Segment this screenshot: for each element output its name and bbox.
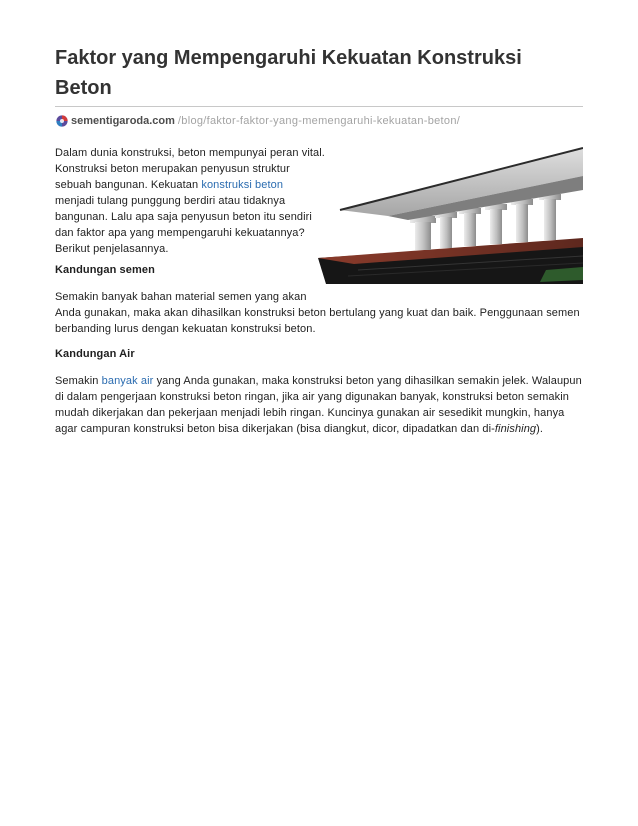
- source-path: /blog/faktor-faktor-yang-memengaruhi-kekuatan-beton/: [177, 115, 461, 127]
- line-text: yang Anda gunakan, maka konstruksi beton yang dihasilkan semakin jelek. Walaupun: [153, 375, 582, 387]
- section-paragraph-kandungan-semen: [55, 289, 580, 337]
- paragraph-line: Dalam dunia konstruksi, beton mempunyai peran vital.: [55, 147, 325, 159]
- paragraph-line: [55, 373, 582, 389]
- overpass-illustration: [318, 146, 583, 284]
- intro-paragraph: [55, 145, 325, 257]
- paragraph-line: [55, 421, 582, 437]
- section-paragraph-kandungan-air: [55, 373, 582, 437]
- paragraph-line: bangunan. Lalu apa saja penyusun beton itu sendiri: [55, 211, 312, 223]
- article-title: Faktor yang Mempengaruhi Kekuatan Konstruksi Beton: [55, 47, 522, 99]
- paragraph-line: [55, 177, 325, 193]
- paragraph-line: Anda gunakan, maka akan dihasilkan konstruksi beton bertulang yang kuat dan baik. Penggunaan semen: [55, 307, 580, 319]
- section-heading-kandungan-semen: Kandungan semen: [55, 264, 155, 276]
- site-favicon-icon: [56, 115, 68, 127]
- title-divider: [55, 106, 583, 107]
- line-text: ).: [536, 423, 544, 435]
- paragraph-line: di dalam pengerjaan konstruksi beton ringan, jika air yang digunakan banyak, konstruksi beton semakin: [55, 391, 569, 403]
- paragraph-line: Semakin banyak bahan material semen yang akan: [55, 291, 307, 303]
- paragraph-line: Berikut penjelasannya.: [55, 243, 169, 255]
- source-domain: sementigaroda.com: [71, 115, 175, 127]
- paragraph-line: mudah dikerjakan dan pekerjaan menjadi lebih ringan. Kuncinya gunakan air sesedikit mungkin, hanya: [55, 407, 565, 419]
- paragraph-line: menjadi tulang punggung berdiri atau tidaknya: [55, 195, 286, 207]
- section-heading-kandungan-air: Kandungan Air: [55, 348, 135, 360]
- line-text: sebuah bangunan. Kekuatan: [55, 179, 202, 191]
- bridge-pier: [435, 212, 457, 248]
- bridge-pier: [410, 216, 436, 250]
- banyak-air-link[interactable]: banyak air: [101, 375, 154, 387]
- bridge-pier: [539, 194, 561, 240]
- paragraph-line: Konstruksi beton merupakan penyusun struktur: [55, 163, 290, 175]
- bridge-pier: [511, 199, 533, 242]
- italic-term: finishing: [494, 423, 537, 435]
- line-text: Semakin: [55, 375, 102, 387]
- konstruksi-beton-link[interactable]: konstruksi beton: [201, 179, 284, 191]
- bridge-pier: [485, 204, 507, 244]
- paragraph-line: dan faktor apa yang mempengaruhi kekuatannya?: [55, 227, 305, 239]
- bridge-pier: [459, 208, 481, 246]
- source-url-link[interactable]: [71, 114, 460, 128]
- line-text: agar campuran konstruksi beton bisa dikerjakan (bisa diangkut, dicor, dipadatkan dan di-: [55, 423, 495, 435]
- paragraph-line: berbanding lurus dengan kekuatan konstruksi beton.: [55, 323, 316, 335]
- source-line: [56, 114, 460, 128]
